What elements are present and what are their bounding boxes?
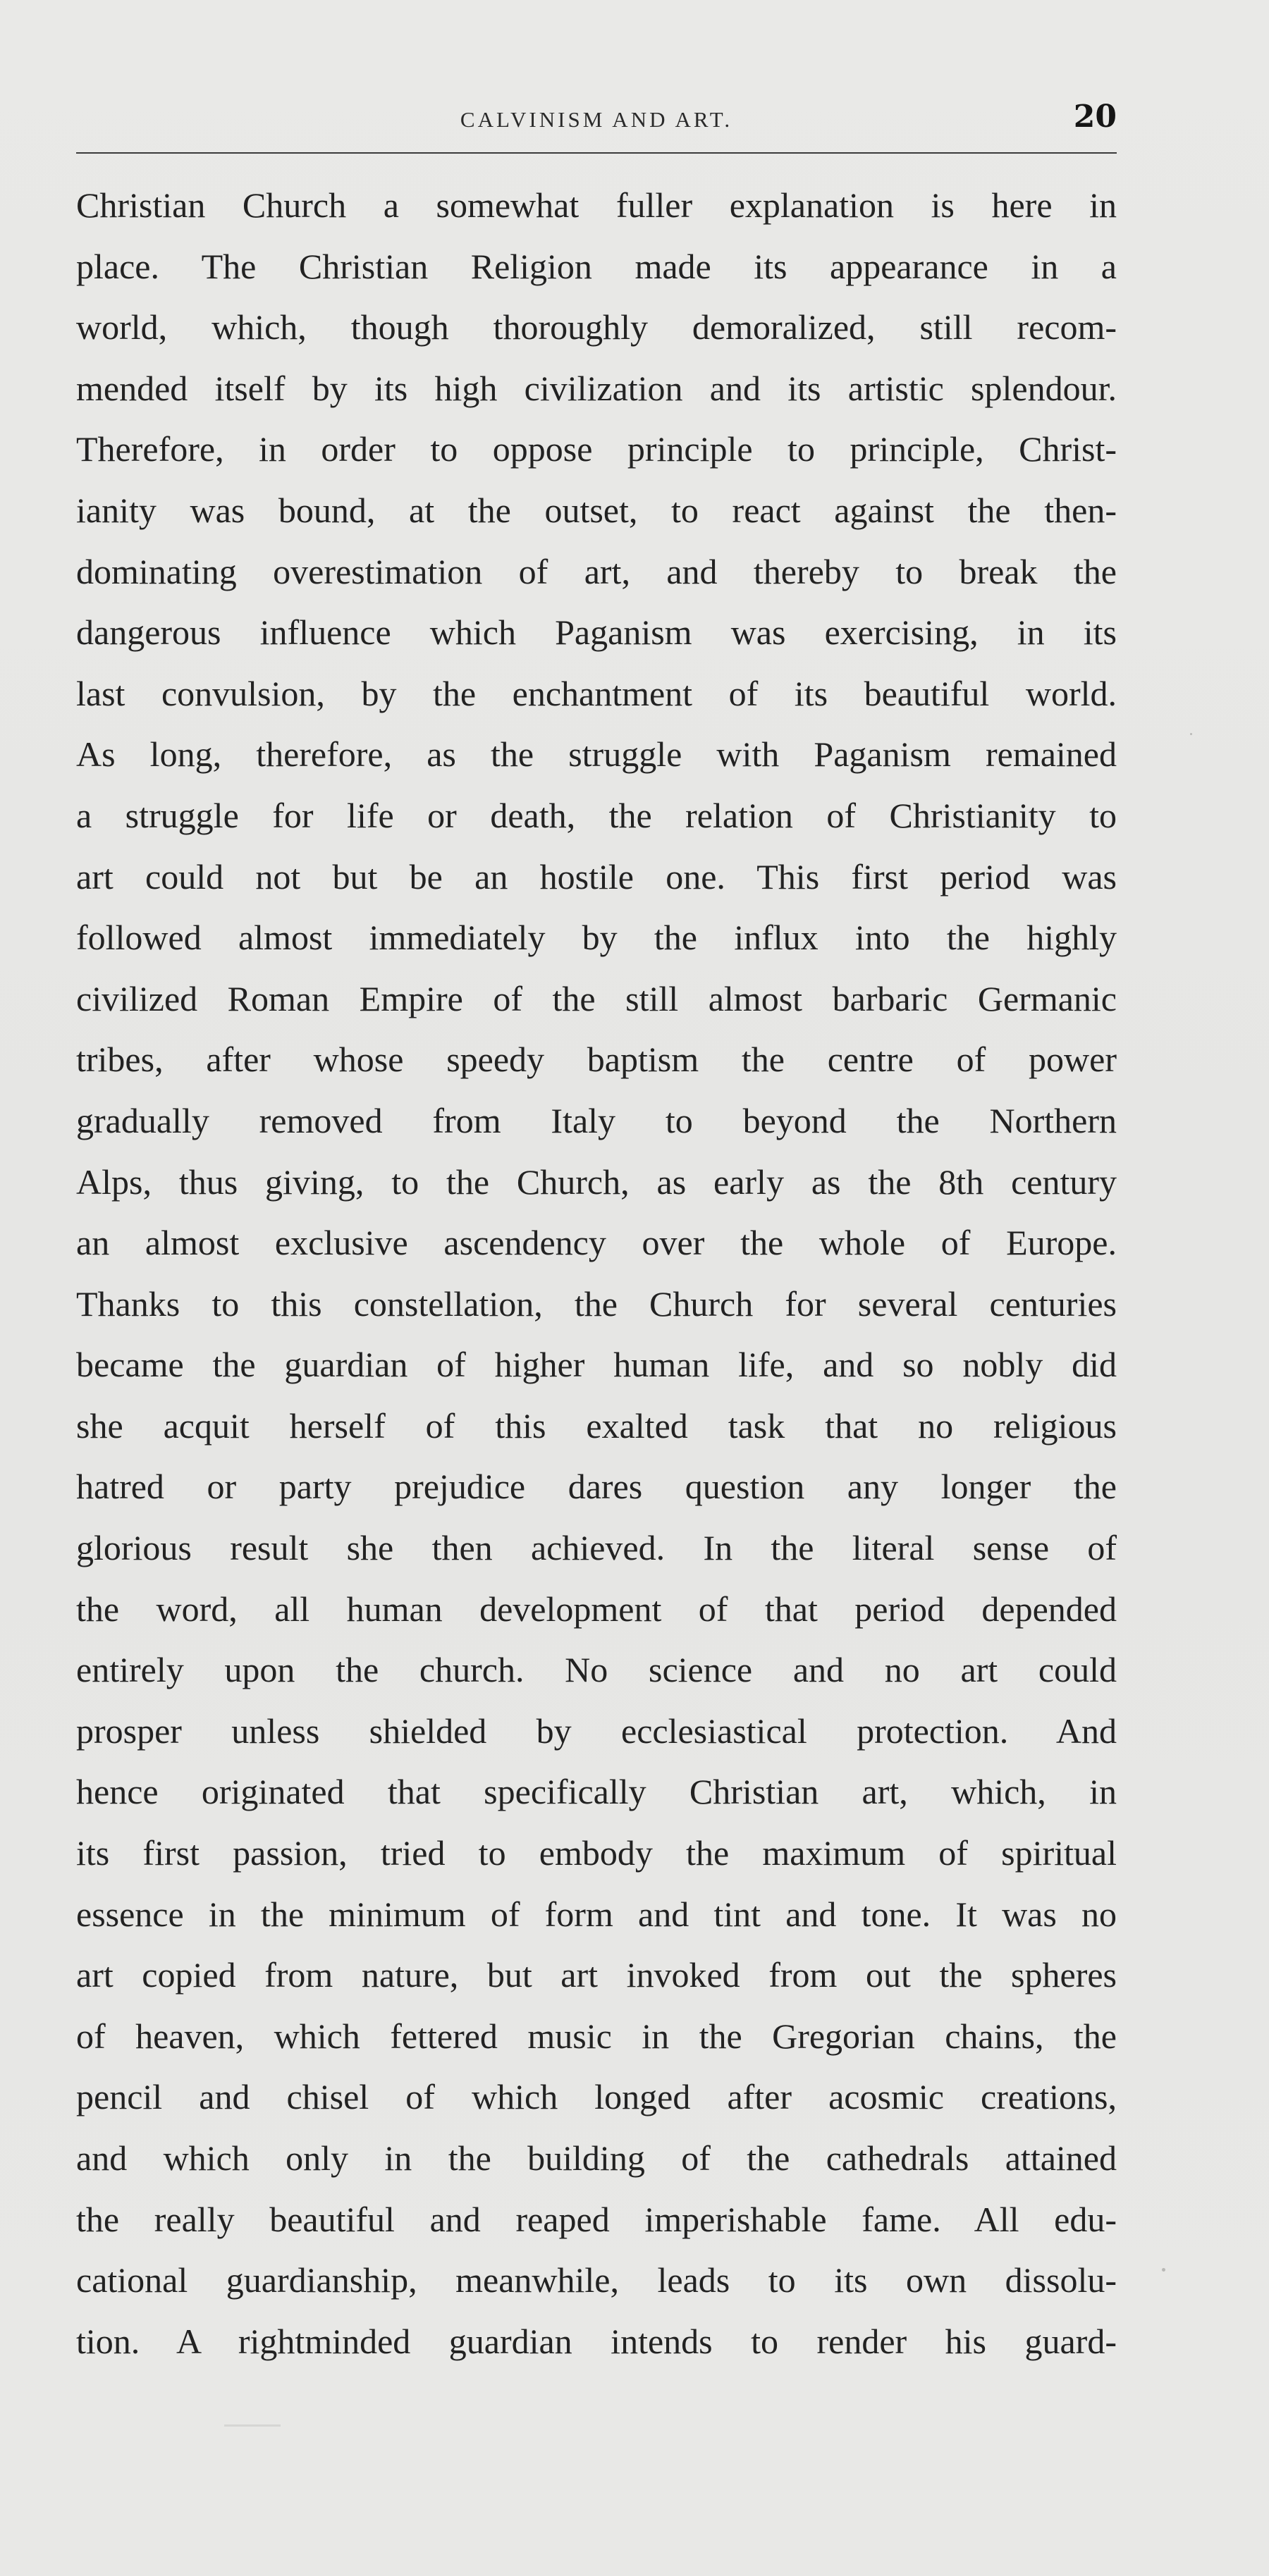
text-line: mended itself by its high civilization and its artistic splendour. (76, 368, 1117, 408)
text-line: art copied from nature, but art invoked from out the spheres (76, 1955, 1117, 1995)
text-line: civilized Roman Empire of the still almost barbaric Germanic (76, 978, 1117, 1018)
body-text (76, 175, 1117, 2372)
text-line: dangerous influence which Paganism was exercising, in its (76, 612, 1117, 653)
paper-smudge (224, 2424, 281, 2427)
text-line: pencil and chisel of which longed after acosmic creations, (76, 2077, 1117, 2117)
text-line: tion. A rightminded guardian intends to render his guard- (76, 2321, 1117, 2361)
text-line: the word, all human development of that period depended (76, 1589, 1117, 1629)
text-line: an almost exclusive ascendency over the whole of Europe. (76, 1223, 1117, 1263)
paper-speck (1190, 733, 1192, 735)
page-number: 20 (1073, 99, 1117, 135)
text-line: prosper unless shielded by ecclesiastical protection. And (76, 1711, 1117, 1751)
text-line: became the guardian of higher human life, and so nobly did (76, 1345, 1117, 1385)
text-line: ianity was bound, at the outset, to react against the then- (76, 490, 1117, 530)
text-line: art could not but be an hostile one. This first period was (76, 856, 1117, 896)
text-line: hatred or party prejudice dares question any longer the (76, 1467, 1117, 1507)
text-line: cational guardianship, meanwhile, leads to its own dissolu- (76, 2260, 1117, 2300)
header-rule (76, 152, 1117, 154)
text-line: its first passion, tried to embody the maximum of spiritual (76, 1833, 1117, 1873)
running-title: CALVINISM AND ART. (460, 107, 733, 132)
text-line: Therefore, in order to oppose principle to principle, Christ- (76, 429, 1117, 469)
text-line: essence in the minimum of form and tint and tone. It was no (76, 1894, 1117, 1934)
text-line: of heaven, which fettered music in the Gregorian chains, the (76, 2016, 1117, 2056)
text-line: Christian Church a somewhat fuller explanation is here in (76, 185, 1117, 225)
text-line: As long, therefore, as the struggle with Paganism remained (76, 734, 1117, 775)
text-line: Alps, thus giving, to the Church, as early as the 8th century (76, 1161, 1117, 1202)
text-line: last convulsion, by the enchantment of its beautiful world. (76, 673, 1117, 713)
text-line: dominating overestimation of art, and thereby to break the (76, 551, 1117, 591)
text-line: Thanks to this constellation, the Church for several centuries (76, 1283, 1117, 1324)
text-line: gradually removed from Italy to beyond the Northern (76, 1100, 1117, 1140)
running-head (76, 99, 1117, 148)
text-line: glorious result she then achieved. In the literal sense of (76, 1528, 1117, 1568)
text-line: and which only in the building of the cathedrals attained (76, 2138, 1117, 2178)
text-line: a struggle for life or death, the relation of Christianity to (76, 795, 1117, 835)
text-line: world, which, though thoroughly demoralized, still recom- (76, 307, 1117, 347)
text-line: she acquit herself of this exalted task that no religious (76, 1405, 1117, 1446)
text-line: tribes, after whose speedy baptism the centre of power (76, 1040, 1117, 1080)
text-line: hence originated that specifically Christian art, which, in (76, 1772, 1117, 1812)
text-line: entirely upon the church. No science and no art could (76, 1650, 1117, 1690)
text-line: the really beautiful and reaped imperishable fame. All edu- (76, 2199, 1117, 2239)
paper-speck (1162, 2268, 1165, 2272)
text-line: followed almost immediately by the influx into the highly (76, 918, 1117, 958)
text-line: place. The Christian Religion made its appearance in a (76, 246, 1117, 286)
